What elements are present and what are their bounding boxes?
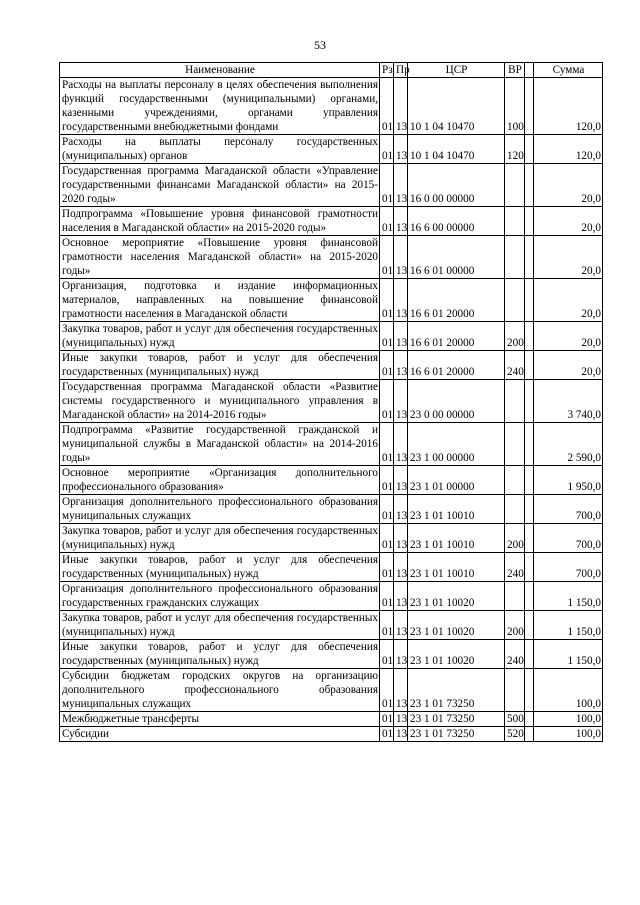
row-name: Закупка товаров, работ и услуг для обеспечения государственных (муниципальных) нужд (60, 611, 380, 640)
row-pr: 13 (394, 727, 408, 742)
row-gap (525, 380, 534, 423)
row-sum: 700,0 (534, 553, 603, 582)
row-gap (525, 78, 534, 135)
row-pr: 13 (394, 611, 408, 640)
table-row (60, 279, 603, 322)
row-rz: 01 (380, 640, 394, 669)
row-csr: 23 1 01 10020 (408, 640, 505, 669)
row-sum: 1 150,0 (534, 582, 603, 611)
row-pr: 13 (394, 380, 408, 423)
row-gap (525, 712, 534, 727)
row-sum: 700,0 (534, 495, 603, 524)
row-pr: 13 (394, 423, 408, 466)
row-sum: 700,0 (534, 524, 603, 553)
row-pr: 13 (394, 351, 408, 380)
page-number: 53 (314, 38, 326, 52)
row-csr: 23 1 01 10010 (408, 553, 505, 582)
row-vr: 120 (505, 135, 525, 164)
row-csr: 23 1 01 73250 (408, 727, 505, 742)
row-rz: 01 (380, 351, 394, 380)
row-pr: 13 (394, 207, 408, 236)
table-row (60, 466, 603, 495)
row-rz: 01 (380, 135, 394, 164)
row-rz: 01 (380, 712, 394, 727)
row-csr: 23 1 01 73250 (408, 712, 505, 727)
row-gap (525, 466, 534, 495)
row-name: Субсидии (60, 727, 380, 742)
row-rz: 01 (380, 164, 394, 207)
row-sum: 1 150,0 (534, 640, 603, 669)
row-pr: 13 (394, 495, 408, 524)
row-rz: 01 (380, 611, 394, 640)
row-csr: 23 1 01 10010 (408, 524, 505, 553)
row-pr: 13 (394, 164, 408, 207)
table-row (60, 611, 603, 640)
row-gap (525, 611, 534, 640)
row-vr (505, 207, 525, 236)
row-name: Организация, подготовка и издание информационных материалов, направленных на повышение финансовой грамотности населения в Магаданской области (60, 279, 380, 322)
row-pr: 13 (394, 669, 408, 712)
row-pr: 13 (394, 279, 408, 322)
table-row (60, 380, 603, 423)
table-row (60, 236, 603, 279)
row-csr: 16 6 01 00000 (408, 236, 505, 279)
row-gap (525, 423, 534, 466)
column-header-sum: Сумма (534, 63, 603, 78)
column-header-pr: Пр (394, 63, 408, 78)
row-rz: 01 (380, 524, 394, 553)
row-name: Субсидии бюджетам городских округов на организацию дополнительного профессионального образования муниципальных служащих (60, 669, 380, 712)
row-sum: 100,0 (534, 712, 603, 727)
row-csr: 23 1 00 00000 (408, 423, 505, 466)
row-sum: 120,0 (534, 78, 603, 135)
row-name: Расходы на выплаты персоналу государственных (муниципальных) органов (60, 135, 380, 164)
row-rz: 01 (380, 207, 394, 236)
row-gap (525, 553, 534, 582)
row-csr: 16 6 01 20000 (408, 279, 505, 322)
table-row (60, 78, 603, 135)
row-rz: 01 (380, 669, 394, 712)
row-vr (505, 495, 525, 524)
row-rz: 01 (380, 423, 394, 466)
row-csr: 16 6 01 20000 (408, 351, 505, 380)
row-name: Государственная программа Магаданской области «Развитие системы государственного и муниципального управления в Магаданской области» на 2014-2016 годы» (60, 380, 380, 423)
table-row (60, 322, 603, 351)
table-row (60, 553, 603, 582)
row-gap (525, 236, 534, 279)
row-sum: 3 740,0 (534, 380, 603, 423)
row-csr: 16 6 00 00000 (408, 207, 505, 236)
row-rz: 01 (380, 322, 394, 351)
row-vr: 200 (505, 611, 525, 640)
row-gap (525, 164, 534, 207)
row-vr: 240 (505, 351, 525, 380)
row-pr: 13 (394, 524, 408, 553)
row-gap (525, 322, 534, 351)
row-gap (525, 669, 534, 712)
row-sum: 2 590,0 (534, 423, 603, 466)
column-header-gap (525, 63, 534, 78)
row-pr: 13 (394, 78, 408, 135)
row-csr: 10 1 04 10470 (408, 78, 505, 135)
row-rz: 01 (380, 727, 394, 742)
row-rz: 01 (380, 380, 394, 423)
row-csr: 10 1 04 10470 (408, 135, 505, 164)
table-row (60, 712, 603, 727)
table-row (60, 351, 603, 380)
row-pr: 13 (394, 466, 408, 495)
row-pr: 13 (394, 712, 408, 727)
row-gap (525, 640, 534, 669)
row-vr (505, 466, 525, 495)
row-name: Иные закупки товаров, работ и услуг для обеспечения государственных (муниципальных) нужд (60, 553, 380, 582)
row-name: Расходы на выплаты персоналу в целях обеспечения выполнения функций государственными (муниципальными) органами, казенными учреждениями, органами управления государственными внебюджетными фондами (60, 78, 380, 135)
row-name: Организация дополнительного профессионального образования муниципальных служащих (60, 495, 380, 524)
table-row (60, 582, 603, 611)
row-rz: 01 (380, 78, 394, 135)
row-vr: 200 (505, 524, 525, 553)
row-name: Подпрограмма «Повышение уровня финансовой грамотности населения в Магаданской области» на 2015-2020 годы» (60, 207, 380, 236)
column-header-rz: Рз (380, 63, 394, 78)
column-header-name: Наименование (60, 63, 380, 78)
row-vr: 500 (505, 712, 525, 727)
row-vr: 100 (505, 78, 525, 135)
row-sum: 1 150,0 (534, 611, 603, 640)
table-row (60, 495, 603, 524)
row-pr: 13 (394, 135, 408, 164)
row-pr: 13 (394, 236, 408, 279)
row-name: Межбюджетные трансферты (60, 712, 380, 727)
row-vr: 240 (505, 553, 525, 582)
row-sum: 20,0 (534, 351, 603, 380)
row-name: Государственная программа Магаданской области «Управление государственными финансами Магаданской области» на 2015-2020 годы» (60, 164, 380, 207)
row-vr (505, 423, 525, 466)
row-csr: 16 0 00 00000 (408, 164, 505, 207)
row-sum: 20,0 (534, 279, 603, 322)
row-vr: 520 (505, 727, 525, 742)
row-csr: 23 1 01 73250 (408, 669, 505, 712)
column-header-csr: ЦСР (408, 63, 505, 78)
row-gap (525, 524, 534, 553)
row-vr (505, 582, 525, 611)
row-name: Подпрограмма «Развитие государственной гражданской и муниципальной службы в Магаданской области» на 2014-2016 годы» (60, 423, 380, 466)
row-vr (505, 164, 525, 207)
row-name: Организация дополнительного профессионального образования государственных гражданских служащих (60, 582, 380, 611)
row-vr: 200 (505, 322, 525, 351)
row-vr (505, 380, 525, 423)
row-name: Основное мероприятие «Организация дополнительного профессионального образования» (60, 466, 380, 495)
row-csr: 23 1 01 10020 (408, 582, 505, 611)
row-rz: 01 (380, 279, 394, 322)
row-sum: 20,0 (534, 236, 603, 279)
row-gap (525, 727, 534, 742)
table-row (60, 524, 603, 553)
row-rz: 01 (380, 582, 394, 611)
row-csr: 23 0 00 00000 (408, 380, 505, 423)
row-vr (505, 236, 525, 279)
row-sum: 100,0 (534, 727, 603, 742)
row-pr: 13 (394, 322, 408, 351)
row-name: Закупка товаров, работ и услуг для обеспечения государственных (муниципальных) нужд (60, 322, 380, 351)
table-row (60, 135, 603, 164)
row-gap (525, 207, 534, 236)
row-sum: 20,0 (534, 322, 603, 351)
row-gap (525, 279, 534, 322)
table-row (60, 727, 603, 742)
row-gap (525, 351, 534, 380)
row-gap (525, 582, 534, 611)
row-vr: 240 (505, 640, 525, 669)
row-sum: 1 950,0 (534, 466, 603, 495)
row-sum: 100,0 (534, 669, 603, 712)
row-sum: 120,0 (534, 135, 603, 164)
row-pr: 13 (394, 640, 408, 669)
row-name: Иные закупки товаров, работ и услуг для обеспечения государственных (муниципальных) нужд (60, 351, 380, 380)
row-rz: 01 (380, 466, 394, 495)
row-pr: 13 (394, 553, 408, 582)
table-row (60, 207, 603, 236)
row-vr (505, 669, 525, 712)
row-name: Основное мероприятие «Повышение уровня финансовой грамотности населения Магаданской области» на 2015-2020 годы» (60, 236, 380, 279)
row-csr: 23 1 01 00000 (408, 466, 505, 495)
row-csr: 16 6 01 20000 (408, 322, 505, 351)
row-sum: 20,0 (534, 207, 603, 236)
row-rz: 01 (380, 553, 394, 582)
header-row (60, 63, 603, 78)
row-rz: 01 (380, 236, 394, 279)
budget-table (59, 62, 603, 742)
table-row (60, 164, 603, 207)
table-row (60, 640, 603, 669)
table-body (60, 78, 603, 742)
row-name: Закупка товаров, работ и услуг для обеспечения государственных (муниципальных) нужд (60, 524, 380, 553)
table-row (60, 423, 603, 466)
table-row (60, 669, 603, 712)
row-csr: 23 1 01 10020 (408, 611, 505, 640)
row-sum: 20,0 (534, 164, 603, 207)
row-gap (525, 495, 534, 524)
row-vr (505, 279, 525, 322)
column-header-vr: ВР (505, 63, 525, 78)
row-gap (525, 135, 534, 164)
row-pr: 13 (394, 582, 408, 611)
row-csr: 23 1 01 10010 (408, 495, 505, 524)
row-rz: 01 (380, 495, 394, 524)
row-name: Иные закупки товаров, работ и услуг для обеспечения государственных (муниципальных) нужд (60, 640, 380, 669)
